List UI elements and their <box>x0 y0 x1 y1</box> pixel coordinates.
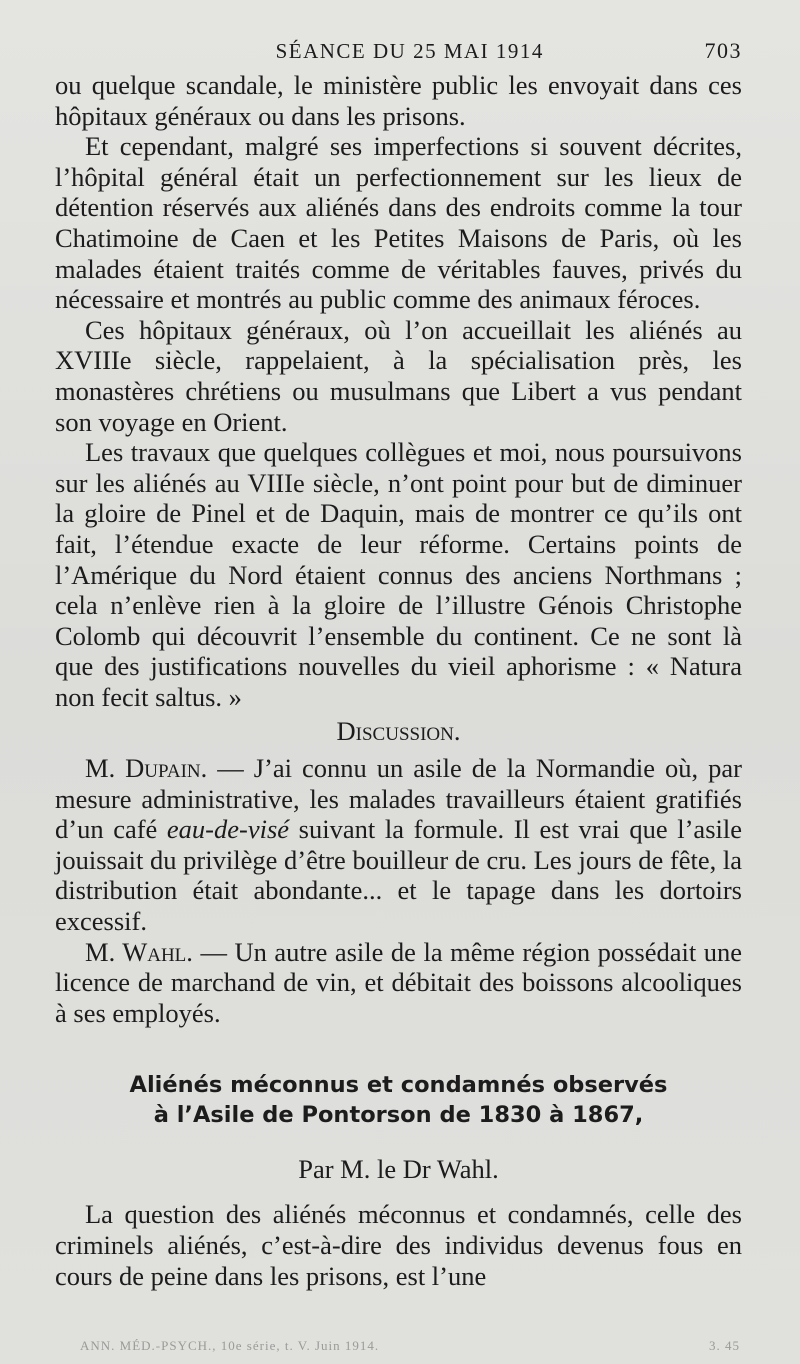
article-title <box>55 1070 742 1130</box>
italic-term: eau-de-visé <box>166 814 290 845</box>
footer-signature: ANN. MÉD.-PSYCH., 10e série, t. V. Juin 1914. <box>80 1338 380 1353</box>
page-footer <box>80 1338 740 1354</box>
speech-dupain <box>55 753 742 937</box>
article-paragraph-1: La question des aliénés méconnus et condamnés, celle des criminels aliénés, c’est-à-dire des individus devenus fous en cours de peine dans les prisons, est l’une <box>55 1199 742 1291</box>
speech-text-continued: suivant la formule. Il est vrai que l’asile jouissait du privilège d’être bouilleur de cru. Les jours de fête, la distribution était abondante... et le tapage dans les dortoirs excessif. <box>55 814 742 937</box>
speech-wahl <box>55 937 742 1029</box>
speaker-name: M. Dupain. <box>85 753 208 784</box>
article-title-line-1: Aliénés méconnus et condamnés observés <box>129 1072 668 1099</box>
running-header <box>55 38 742 64</box>
paragraph-2: Et cependant, malgré ses imperfections si souvent décrites, l’hôpital général était un perfectionnement sur les lieux de détention réservés aux aliénés dans des endroits comme la tour Chatimoine de Caen et les Petites Maisons de Paris, où les malades étaient traités comme de véritables fauves, privés du nécessaire et montrés au public comme des animaux féroces. <box>55 131 742 315</box>
paragraph-1: ou quelque scandale, le ministère public les envoyait dans ces hôpitaux généraux ou dans les prisons. <box>55 70 742 131</box>
discussion-heading: Discussion. <box>336 716 461 747</box>
paragraph-3: Ces hôpitaux généraux, où l’on accueillait les aliénés au XVIIIe siècle, rappelaient, à la spécialisation près, les monastères chrétiens ou musulmans que Libert a vus pendant son voyage en Orient. <box>55 314 742 437</box>
paragraph-4: Les travaux que quelques collègues et moi, nous poursuivons sur les aliénés au VIIIe siècle, n’ont point pour but de diminuer la gloire de Pinel et de Daquin, mais de montrer ce qu’ils ont fait, l’étendue exacte de leur réforme. Certains points de l’Amérique du Nord étaient connus des anciens Northmans ; cela n’enlève rien à la gloire de l’illustre Génois Christophe Colomb qui découvrit l’ensemble du continent. Ce ne sont là que des justifications nouvelles du vieil aphorisme : « Natura non fecit saltus. » <box>55 437 742 712</box>
page-number: 703 <box>704 38 742 63</box>
header-title: SÉANCE DU 25 MAI 1914 <box>275 39 544 63</box>
footer-sheet-mark: 3. 45 <box>709 1338 740 1353</box>
article-title-line-2: à l’Asile de Pontorson de 1830 à 1867, <box>153 1102 644 1129</box>
speech-text: — J’ai connu un asile de la Normandie où, par mesure administrative, les malades travailleurs étaient gratifiés d’un café <box>55 753 742 845</box>
article-byline: Par M. le Dr Wahl. <box>298 1154 499 1185</box>
speaker-name: M. Wahl. <box>85 936 193 967</box>
speech-text: — Un autre asile de la même région possédait une licence de marchand de vin, et débitait des boissons alcooliques à ses employés. <box>55 936 742 1028</box>
